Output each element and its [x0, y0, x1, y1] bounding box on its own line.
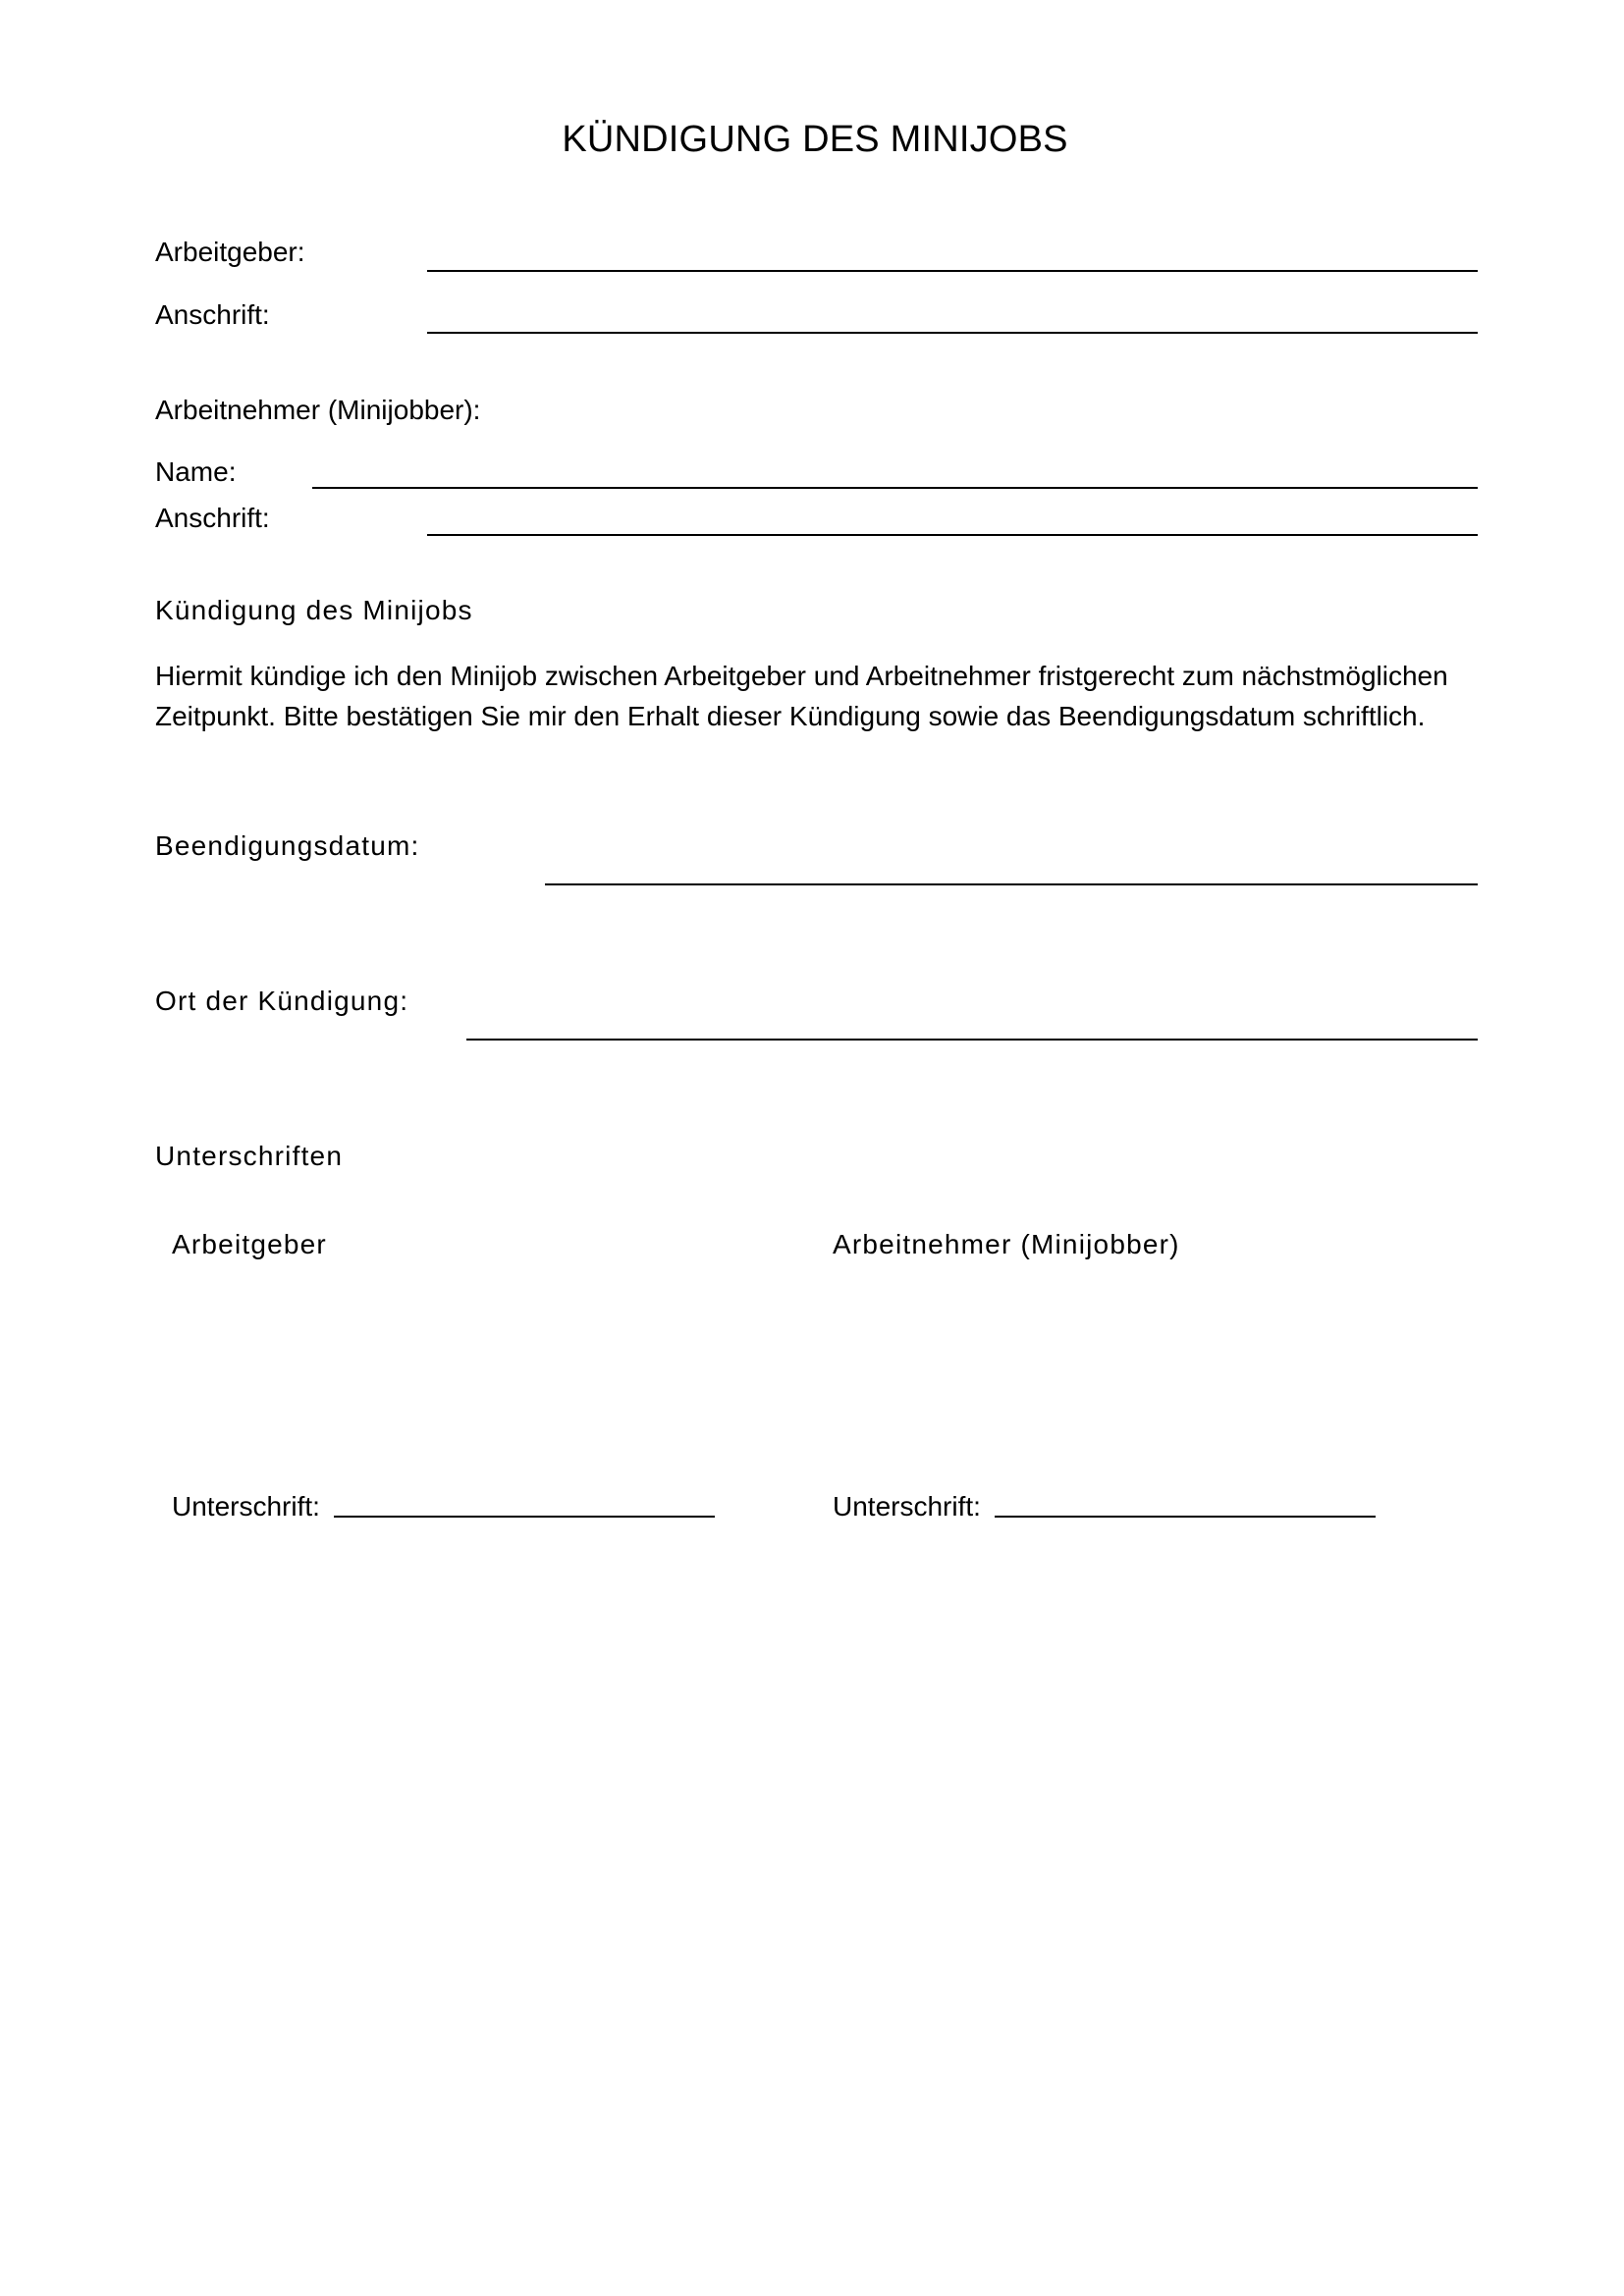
- employer-address-field-line[interactable]: [427, 332, 1478, 334]
- employee-name-field-line[interactable]: [312, 487, 1478, 489]
- employee-signature-heading: Arbeitnehmer (Minijobber): [833, 1229, 1180, 1259]
- employee-signature-block: [833, 1490, 1376, 1523]
- employer-signature-heading: Arbeitgeber: [172, 1229, 327, 1259]
- end-date-field-line[interactable]: [545, 883, 1478, 885]
- employer-signature-line[interactable]: [334, 1516, 715, 1518]
- document-title: KÜNDIGUNG DES MINIJOBS: [562, 119, 1068, 160]
- employer-signature-block: [172, 1490, 715, 1523]
- termination-heading: Kündigung des Minijobs: [155, 595, 473, 625]
- employee-name-label: Name:: [155, 456, 237, 487]
- employee-heading: Arbeitnehmer (Minijobber):: [155, 395, 481, 425]
- employee-address-field-line[interactable]: [427, 534, 1478, 536]
- employee-signature-label: Unterschrift:: [833, 1491, 981, 1522]
- employee-signature-line[interactable]: [995, 1516, 1376, 1518]
- employer-field-line[interactable]: [427, 270, 1478, 272]
- signatures-heading: Unterschriften: [155, 1141, 344, 1171]
- employer-address-label: Anschrift:: [155, 299, 270, 330]
- employer-signature-label: Unterschrift:: [172, 1491, 320, 1522]
- termination-text: Hiermit kündige ich den Minijob zwischen Arbeitgeber und Arbeitnehmer fristgerecht zum nächstmöglichen Zeitpunkt. Bitte bestätigen Sie mir den Erhalt dieser Kündigung sowie das Beendigungsdatum schriftlich.: [155, 661, 1448, 731]
- employer-label: Arbeitgeber:: [155, 237, 305, 267]
- place-field-line[interactable]: [466, 1039, 1478, 1041]
- employee-address-label: Anschrift:: [155, 503, 270, 533]
- place-label: Ort der Kündigung:: [155, 986, 409, 1016]
- end-date-label: Beendigungsdatum:: [155, 830, 420, 861]
